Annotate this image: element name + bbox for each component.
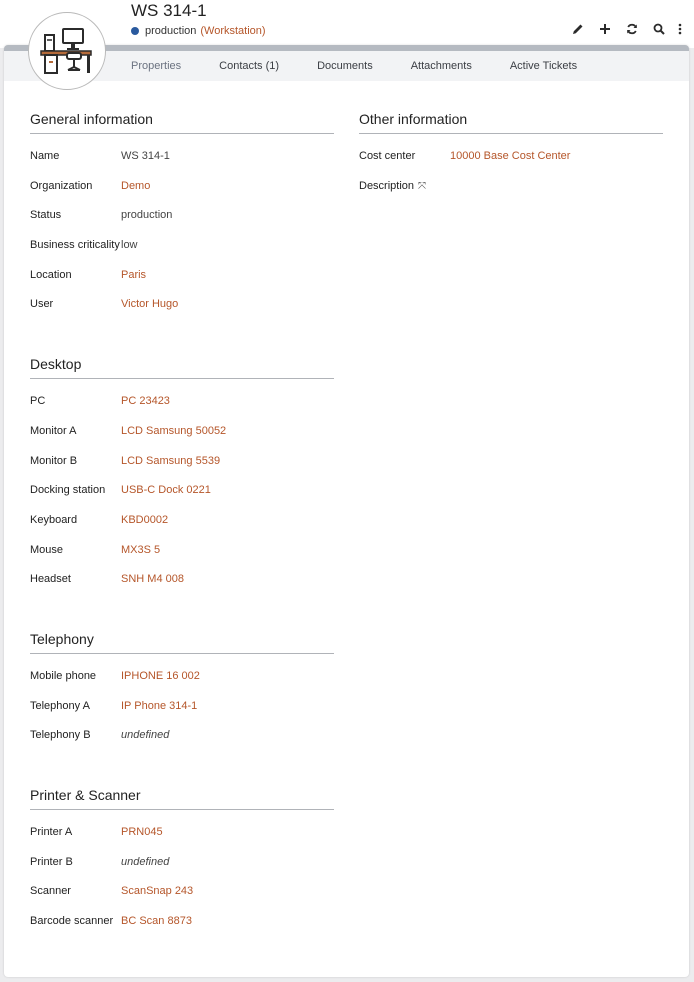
- field-value-link[interactable]: KBD0002: [121, 513, 169, 526]
- field-label: Telephony B: [30, 729, 91, 742]
- field-label: Scanner: [30, 885, 71, 898]
- field-label: User: [30, 298, 54, 311]
- field-label: Barcode scanner: [30, 915, 114, 928]
- field-row: [30, 542, 334, 572]
- field-row: [30, 267, 334, 297]
- cost-center-link[interactable]: 10000 Base Cost Center: [450, 150, 571, 162]
- field-label: Headset: [30, 573, 71, 586]
- field-label: Mobile phone: [30, 669, 97, 682]
- field-label: Docking station: [30, 484, 106, 497]
- status-dot-icon: [131, 27, 139, 35]
- field-row: [359, 148, 663, 178]
- field-value-link[interactable]: SNH M4 008: [121, 573, 184, 586]
- field-row: [30, 482, 334, 512]
- field-label: Monitor B: [30, 454, 78, 467]
- more-menu-button[interactable]: [672, 20, 688, 38]
- field-label: Cost center: [359, 150, 416, 162]
- left-column: [30, 111, 334, 973]
- field-label: Business criticality: [30, 239, 120, 252]
- action-toolbar: [564, 20, 688, 38]
- field-value-link[interactable]: Demo: [121, 179, 151, 192]
- field-value-link[interactable]: BC Scan 8873: [121, 915, 192, 928]
- section-title: Desktop: [30, 356, 334, 379]
- search-button[interactable]: [645, 20, 672, 38]
- field-row: [359, 178, 663, 208]
- field-row: [30, 854, 334, 884]
- field-value-link[interactable]: PRN045: [121, 826, 163, 838]
- field-row: [30, 668, 334, 698]
- field-value: WS 314-1: [121, 150, 170, 162]
- tab-active-tickets[interactable]: Active Tickets: [509, 60, 578, 72]
- right-column: [359, 111, 663, 237]
- field-label: Location: [30, 268, 72, 281]
- tab-properties[interactable]: Properties: [131, 60, 182, 72]
- field-row: [30, 423, 334, 453]
- field-row: [30, 453, 334, 483]
- field-row: [30, 727, 334, 757]
- field-label: Monitor A: [30, 424, 77, 437]
- field-label: Name: [30, 150, 60, 162]
- status-text: production: [145, 25, 197, 37]
- field-row: [30, 824, 334, 854]
- field-row: [30, 178, 334, 208]
- refresh-button[interactable]: [618, 20, 645, 38]
- tab-documents[interactable]: Documents: [317, 60, 373, 72]
- class-link[interactable]: (Workstation): [200, 25, 266, 37]
- field-row: [30, 571, 334, 601]
- tab-contacts[interactable]: Contacts (1): [219, 60, 280, 72]
- field-value-link[interactable]: LCD Samsung 50052: [121, 424, 227, 437]
- telephony-section: [30, 631, 334, 757]
- tab-attachments[interactable]: Attachments: [410, 60, 472, 72]
- general-information-section: [30, 111, 334, 326]
- page-title: WS 314-1: [131, 1, 207, 20]
- field-row: [30, 148, 334, 178]
- description-label: Description: [359, 179, 415, 192]
- section-title: Printer & Scanner: [30, 787, 334, 810]
- field-label: Status: [30, 209, 62, 222]
- field-label: Telephony A: [30, 699, 90, 712]
- field-value-link[interactable]: Victor Hugo: [121, 298, 179, 311]
- field-value-link[interactable]: LCD Samsung 5539: [121, 454, 221, 467]
- object-details-panel: [4, 45, 689, 977]
- status-line: [131, 25, 266, 37]
- field-row: [30, 883, 334, 913]
- field-value: undefined: [121, 855, 170, 868]
- field-row: [30, 393, 334, 423]
- field-label: Printer B: [30, 855, 73, 868]
- other-information-section: [359, 111, 663, 207]
- field-value-link[interactable]: ScanSnap 243: [121, 885, 194, 898]
- printer-scanner-section: [30, 787, 334, 943]
- field-value-link[interactable]: USB-C Dock 0221: [121, 484, 211, 497]
- pencil-icon: [572, 23, 584, 35]
- field-row: [30, 698, 334, 728]
- plus-icon: [599, 23, 611, 35]
- field-value: low: [121, 239, 138, 252]
- desktop-section: [30, 356, 334, 601]
- field-label: Organization: [30, 179, 93, 192]
- tab-bar: [4, 51, 689, 81]
- field-value-link[interactable]: Paris: [121, 268, 147, 281]
- field-label: Keyboard: [30, 513, 78, 526]
- section-title: General information: [30, 111, 334, 134]
- kebab-icon: [674, 23, 686, 35]
- field-value-link[interactable]: IP Phone 314-1: [121, 699, 198, 712]
- section-title: Other information: [359, 111, 663, 134]
- field-label: Mouse: [30, 543, 64, 556]
- field-row: [30, 296, 334, 326]
- refresh-icon: [626, 23, 638, 35]
- field-value-link[interactable]: IPHONE 16 002: [121, 669, 200, 682]
- expand-icon[interactable]: ⤧: [418, 180, 427, 192]
- field-row: [30, 913, 334, 943]
- field-row: [30, 207, 334, 237]
- edit-button[interactable]: [564, 20, 591, 38]
- field-value: production: [121, 209, 173, 222]
- section-title: Telephony: [30, 631, 334, 654]
- new-button[interactable]: [591, 20, 618, 38]
- field-label: PC: [30, 395, 46, 408]
- workstation-desk-icon: [28, 12, 106, 90]
- field-label: [359, 178, 450, 208]
- field-row: [30, 237, 334, 267]
- field-value-link[interactable]: MX3S 5: [121, 543, 161, 556]
- field-value-link[interactable]: PC 23423: [121, 395, 170, 408]
- field-row: [30, 512, 334, 542]
- field-value: undefined: [121, 729, 170, 742]
- field-label: Printer A: [30, 826, 73, 838]
- search-icon: [653, 23, 665, 35]
